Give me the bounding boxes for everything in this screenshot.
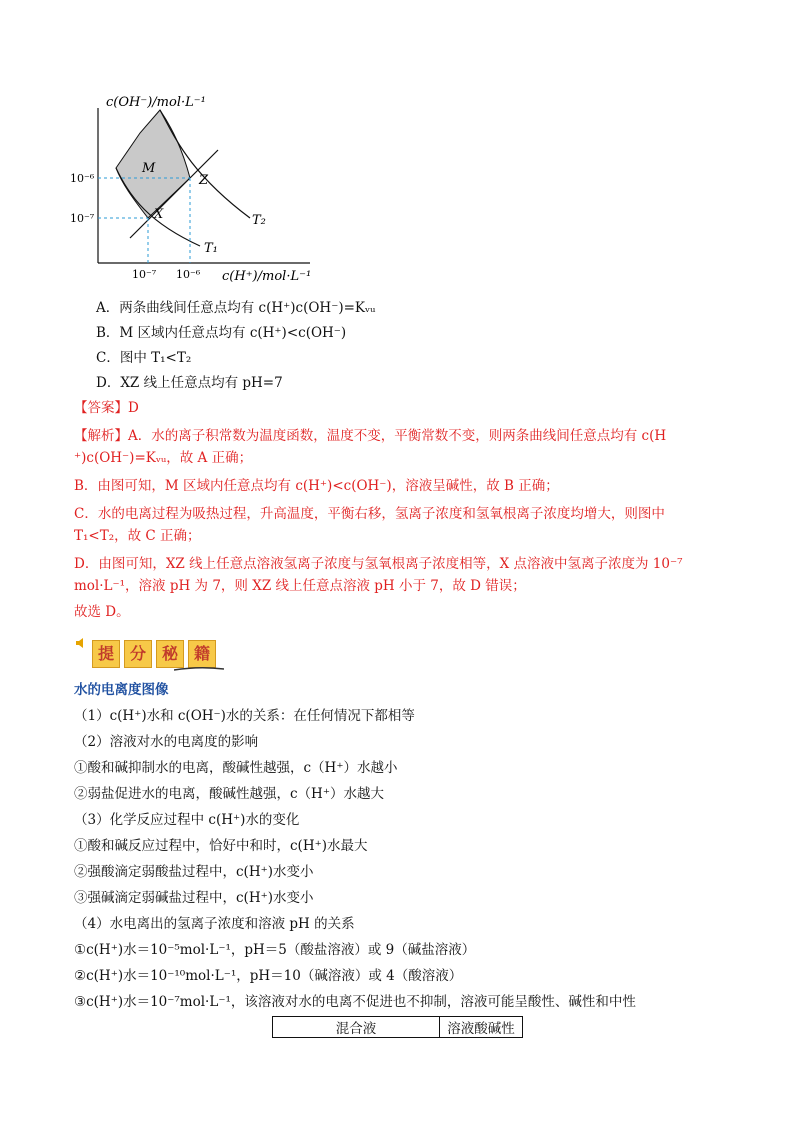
body-line-5: （3）化学反应过程中 c(H⁺)水的变化 [74, 812, 300, 828]
y-tick-1: 10⁻⁶ [70, 172, 95, 185]
body-line-9: （4）水电离出的氢离子浓度和溶液 pH 的关系 [74, 916, 355, 932]
analysis-line-3: B．由图可知，M 区域内任意点均有 c(H⁺)<c(OH⁻)，溶液呈碱性，故 B 正确； [74, 478, 559, 494]
option-c: C．图中 T₁<T₂ [96, 350, 192, 366]
body-line-10: ①c(H⁺)水＝10⁻⁵mol·L⁻¹，pH＝5（酸盐溶液）或 9（碱盐溶液） [74, 942, 476, 958]
option-d: D．XZ 线上任意点均有 pH=7 [96, 375, 283, 391]
analysis-line-5: T₁<T₂，故 C 正确； [74, 528, 201, 544]
banner-char-1: 提 [92, 640, 120, 668]
speaker-icon [74, 636, 88, 650]
options-block [96, 298, 776, 398]
banner-char-4: 籍 [188, 640, 216, 668]
body-line-7: ②强酸滴定弱酸盐过程中，c(H⁺)水变小 [74, 864, 314, 880]
body-line-4: ②弱盐促进水的电离，酸碱性越强，c（H⁺）水越大 [74, 786, 384, 802]
kw-diagram [60, 88, 340, 288]
body-line-6: ①酸和碱反应过程中，恰好中和时，c(H⁺)水最大 [74, 838, 368, 854]
label-t2: T₂ [252, 213, 266, 228]
body-line-8: ③强碱滴定弱碱盐过程中，c(H⁺)水变小 [74, 890, 314, 906]
analysis-line-1: 【解析】A．水的离子积常数为温度函数，温度不变，平衡常数不变，则两条曲线间任意点均有 c(H [74, 428, 667, 444]
label-x: X [154, 207, 164, 222]
x-axis-label: c(H⁺)/mol·L⁻¹ [222, 269, 312, 284]
y-tick-2: 10⁻⁷ [70, 212, 95, 225]
y-axis-label: c(OH⁻)/mol·L⁻¹ [106, 95, 206, 110]
analysis-line-7: mol·L⁻¹，溶液 pH 为 7，则 XZ 线上任意点溶液 pH 小于 7，故 D 错误； [74, 578, 526, 594]
analysis-line-6: D．由图可知，XZ 线上任意点溶液氢离子浓度与氢氧根离子浓度相等，X 点溶液中氢离子浓度为 10⁻⁷ [74, 556, 683, 572]
banner-char-2: 分 [124, 640, 152, 668]
table-header-acidity: 溶液酸碱性 [440, 1017, 523, 1038]
section-title: 水的电离度图像 [74, 682, 169, 698]
body-line-3: ①酸和碱抑制水的电离，酸碱性越强，c（H⁺）水越小 [74, 760, 398, 776]
section-block [74, 680, 774, 1010]
option-a: A．两条曲线间任意点均有 c(H⁺)c(OH⁻)=Kᵥᵤ [96, 300, 376, 316]
body-line-12: ③c(H⁺)水＝10⁻⁷mol·L⁻¹，该溶液对水的电离不促进也不抑制，溶液可能呈酸性、碱性和中性 [74, 994, 636, 1010]
analysis-line-4: C．水的电离过程为吸热过程，升高温度，平衡右移，氢离子浓度和氢氧根离子浓度均增大，则图中 [74, 506, 665, 522]
answer-block [74, 398, 764, 628]
analysis-line-2: ⁺)c(OH⁻)=Kᵥᵤ，故 A 正确； [74, 450, 253, 466]
x-tick-1: 10⁻⁷ [132, 268, 157, 281]
label-t1: T₁ [204, 241, 218, 256]
tips-banner [74, 634, 234, 672]
mix-table [272, 1016, 523, 1038]
analysis-line-8: 故选 D。 [74, 604, 130, 620]
body-line-2: （2）溶液对水的电离度的影响 [74, 734, 259, 750]
label-m: M [142, 161, 156, 176]
body-line-11: ②c(H⁺)水＝10⁻¹⁰mol·L⁻¹，pH＝10（碱溶液）或 4（酸溶液） [74, 968, 463, 984]
banner-char-3: 秘 [156, 640, 184, 668]
label-z: Z [199, 173, 209, 188]
table-row [273, 1017, 523, 1038]
banner-underline [174, 666, 224, 672]
x-tick-2: 10⁻⁶ [176, 268, 201, 281]
option-b: B．M 区域内任意点均有 c(H⁺)<c(OH⁻) [96, 325, 347, 341]
answer: 【答案】D [74, 400, 139, 416]
body-line-1: （1）c(H⁺)水和 c(OH⁻)水的关系：在任何情况下都相等 [74, 708, 415, 724]
table-header-mix: 混合液 [273, 1017, 440, 1038]
